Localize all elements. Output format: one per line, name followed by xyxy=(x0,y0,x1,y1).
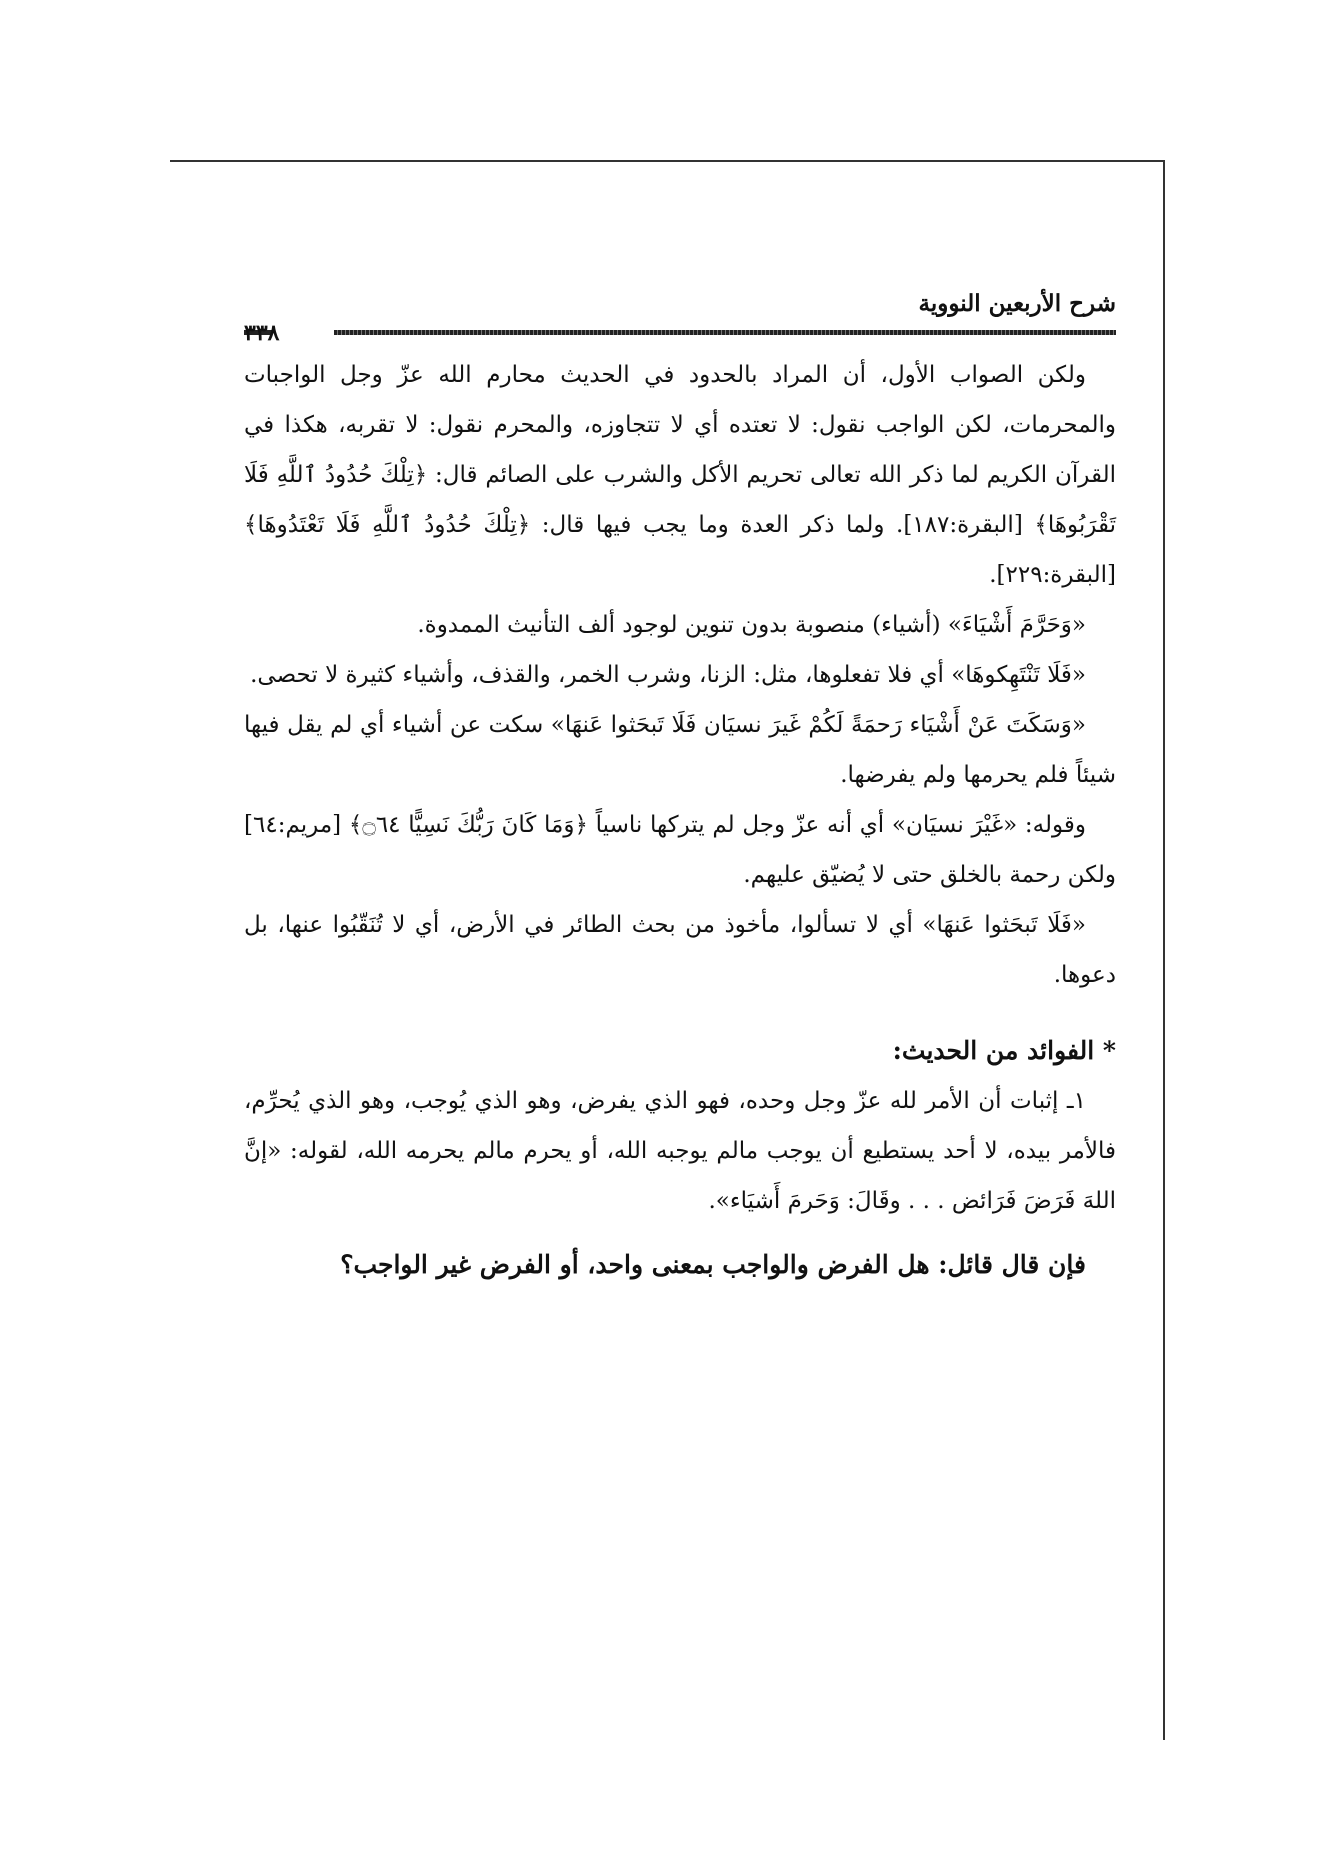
paragraph-harrama: «وَحَرَّمَ أَشْيَاءَ» (أشياء) منصوبة بدون تنوين لوجود ألف التأنيث الممدوة. xyxy=(417,612,1086,638)
running-header xyxy=(244,290,1116,350)
crop-mark-top xyxy=(170,160,1165,162)
page-number: ٣٣٨ xyxy=(244,320,280,346)
book-page xyxy=(244,290,1116,1290)
question-paragraph: فإن قال قائل: هل الفرض والواجب بمعنى واحد، أو الفرض غير الواجب؟ xyxy=(340,1250,1086,1279)
paragraph-hudud: ولكن الصواب الأول، أن المراد بالحدود في الحديث محارم الله عزّ وجل الواجبات والمحرمات، لكن الواجب نقول: لا تعتده أي لا تتجاوزه، والمحرم نقول: لا تقربه، هكذا في القرآن الكريم لما ذكر الله تعالى تحريم الأكل والشرب على الصائم قال: ﴿تِلْكَ حُدُودُ ٱللَّهِ فَلَا تَقْرَبُوهَا﴾ [البقرة:١٨٧]. ولما ذكر العدة وما يجب فيها قال: ﴿تِلْكَ حُدُودُ ٱللَّهِ فَلَا تَعْتَدُوهَا﴾ [البقرة:٢٢٩]. xyxy=(244,362,1116,588)
page-body xyxy=(244,350,1116,1290)
book-title: شرح الأربعين النووية xyxy=(918,290,1116,317)
paragraph-ghayr-nisyan: وقوله: «غَيْرَ نسيَان» أي أنه عزّ وجل لم يتركها ناسياً ﴿وَمَا كَانَ رَبُّكَ نَسِيًّا ۝٦٤﴾ [مريم:٦٤] ولكن رحمة بالخلق حتى لا يُضيّق عليهم. xyxy=(244,812,1116,888)
paragraph-la-tabhathu: «فَلَا تَبحَثوا عَنهَا» أي لا تسألوا، مأخوذ من بحث الطائر في الأرض، أي لا تُنَقّبُوا عنها، بل دعوها. xyxy=(244,912,1116,988)
header-rule xyxy=(334,330,1116,335)
paragraph-la-tantahikuha: «فَلَا تَنْتَهِكوهَا» أي فلا تفعلوها، مثل: الزنا، وشرب الخمر، والقذف، وأشياء كثيرة لا تحصى. xyxy=(250,662,1086,688)
section-heading: * الفوائد من الحديث: xyxy=(892,1036,1116,1065)
benefit-paragraph: ١ـ إثبات أن الأمر لله عزّ وجل وحده، فهو الذي يفرض، وهو الذي يُوجب، وهو الذي يُحرِّم، فالأمر بيده، لا أحد يستطيع أن يوجب مالم يوجبه الله، أو يحرم مالم يحرمه الله، لقوله: «إنَّ اللهَ فَرَضَ فَرَائض . . . وقَالَ: وَحَرمَ أَشيَاء». xyxy=(244,1088,1116,1214)
paragraph-sakata: «وَسَكَتَ عَنْ أَشْيَاء رَحمَةً لَكُمْ غَيرَ نسيَان فَلَا تَبحَثوا عَنهَا» سكت عن أشياء أي لم يقل فيها شيئاً فلم يحرمها ولم يفرضها. xyxy=(244,712,1116,788)
crop-mark-right xyxy=(1163,160,1165,1740)
